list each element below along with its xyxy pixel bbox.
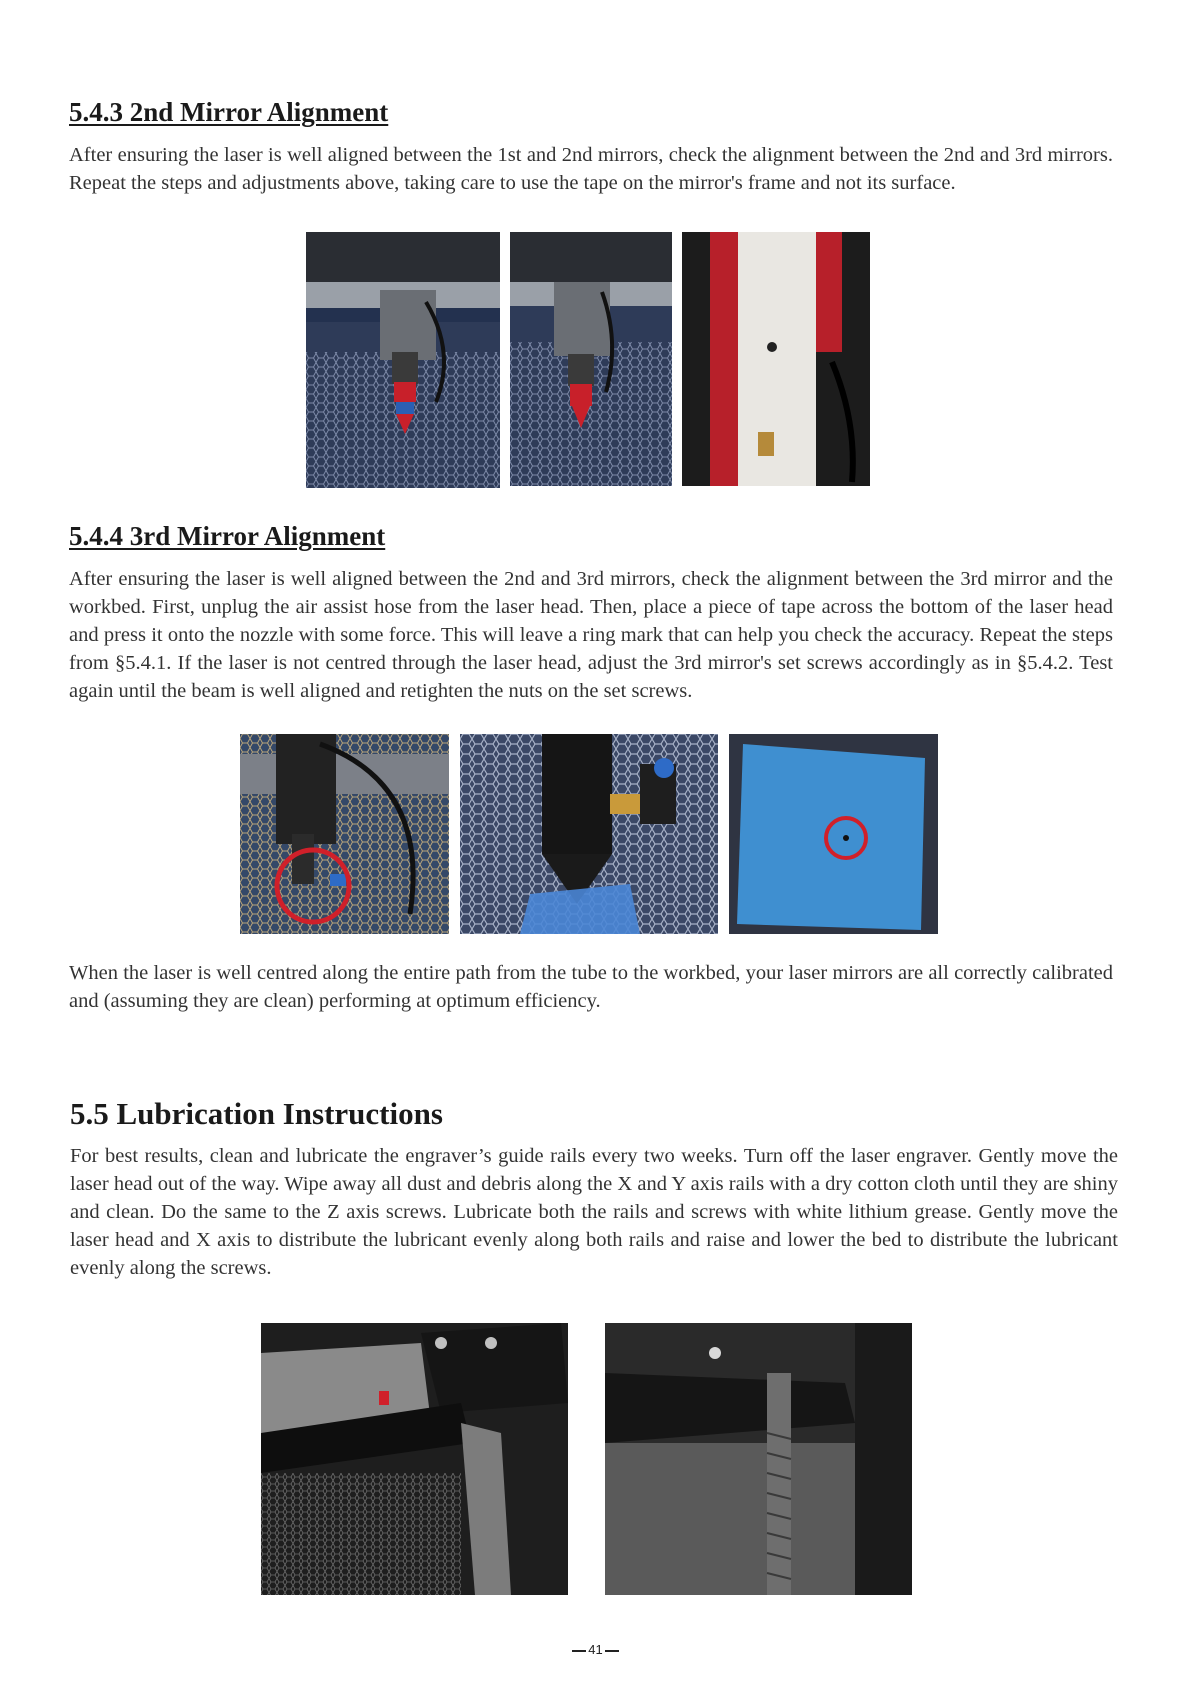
page-number [0,1642,1191,1657]
laser-head-photo-2 [510,232,672,486]
page-number-right-dash [605,1650,619,1652]
section-5-5-heading: 5.5 Lubrication Instructions [70,1096,443,1131]
section-5-4-3-heading: 5.4.3 2nd Mirror Alignment [69,97,389,127]
section-5-4-4-conclusion: When the laser is well centred along the entire path from the tube to the workbed, your laser mirrors are all correctly calibrated and (assuming they are clean) performing at optimum efficiency. [69,962,1113,1012]
section-5-4-4-heading: 5.4.4 3rd Mirror Alignment [69,521,386,551]
section-5-5-body: For best results, clean and lubricate the engraver’s guide rails every two weeks. Turn off the laser engraver. Gently move the laser head out of the way. Wipe away all dust and debris along the X and Y axis rails with a dry cotton cloth until they are shiny and clean. Do the same to the Z axis screws. Lubricate both the rails and screws with white lithium grease. Gently move the laser head and X axis to distribute the lubricant evenly along both rails and raise and lower the bed to distribute the lubricant evenly along the screws. [70,1145,1118,1279]
page-number-value: 41 [588,1642,603,1657]
laser-head-photo-1 [306,232,500,488]
air-assist-hose-photo [240,734,449,934]
tape-ring-mark-photo [729,734,938,934]
guide-rail-photo [261,1323,568,1595]
section-5-4-4-body: After ensuring the laser is well aligned between the 2nd and 3rd mirrors, check the alignment between the 3rd mirror and the workbed. First, unplug the air assist hose from the laser head. Then, place a piece of tape across the bottom of the laser head and press it onto the nozzle with some force. This will leave a ring mark that can help you check the accuracy. Repeat the steps from §5.4.1. If the laser is not centred through the laser head, adjust the 3rd mirror's set screws accordingly as in §5.4.2. Test again until the beam is well aligned and retighten the nuts on the set screws. [69,568,1113,702]
section-5-4-3-body: After ensuring the laser is well aligned between the 1st and 2nd mirrors, check the alignment between the 2nd and 3rd mirrors. Repeat the steps and adjustments above, taking care to use the tape on the mirror's frame and not its surface. [69,144,1113,194]
page-number-left-dash [572,1650,586,1652]
tape-on-nozzle-photo [460,734,718,934]
mirror-frame-tape-photo [682,232,870,486]
z-axis-screw-photo [605,1323,912,1595]
